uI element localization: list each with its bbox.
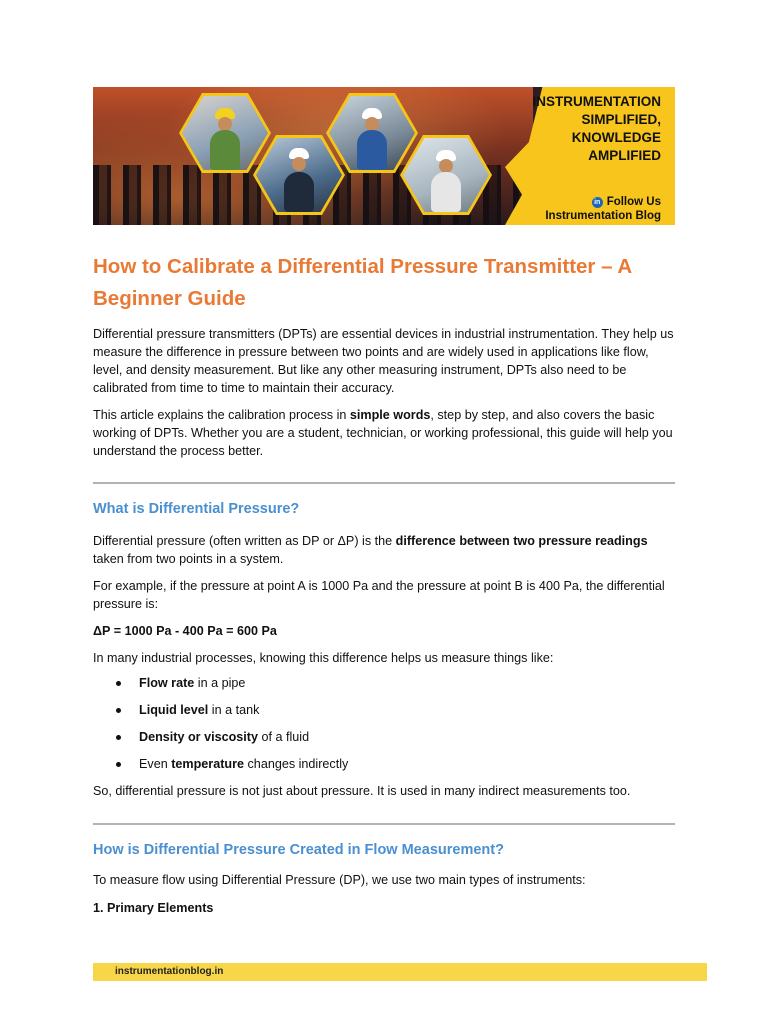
list-item: Flow rate in a pipe bbox=[93, 674, 675, 692]
article-page bbox=[93, 87, 675, 917]
section-divider bbox=[93, 482, 675, 484]
measurement-list bbox=[93, 674, 675, 773]
summary-paragraph: So, differential pressure is not just about pressure. It is used in many indirect measurements too. bbox=[93, 784, 631, 798]
section-paragraph: To measure flow using Differential Pressure (DP), we use two main types of instruments: bbox=[93, 873, 586, 887]
section-divider bbox=[93, 823, 675, 825]
tagline-line: AMPLIFIED bbox=[588, 148, 661, 163]
definition-paragraph: Differential pressure (often written as DP or ΔP) is the difference between two pressure readings taken from two points in a system. bbox=[93, 534, 648, 566]
list-item: Liquid level in a tank bbox=[93, 701, 675, 719]
follow-label: Follow Us bbox=[606, 196, 661, 208]
intro-paragraph: Differential pressure transmitters (DPTs) are essential devices in industrial instrumentation. They help us measure the difference in pressure between two points and are widely used in applications like flow, level, and density measurement. But like any other measuring instrument, DPTs also need to be calibrated from time to time to maintain their accuracy. bbox=[93, 327, 674, 395]
footer-bar bbox=[93, 963, 707, 981]
equation: ΔP = 1000 Pa - 400 Pa = 600 Pa bbox=[93, 624, 277, 638]
blog-name: Instrumentation Blog bbox=[545, 210, 661, 222]
section-heading: How is Differential Pressure Created in Flow Measurement? bbox=[93, 842, 504, 858]
footer-url[interactable]: instrumentationblog.in bbox=[115, 966, 224, 977]
section-heading: What is Differential Pressure? bbox=[93, 501, 300, 517]
linkedin-icon: in bbox=[592, 197, 603, 208]
tagline-line: KNOWLEDGE bbox=[571, 130, 661, 145]
tagline-line: SIMPLIFIED, bbox=[581, 112, 661, 127]
intro-paragraph-2: This article explains the calibration process in simple words, step by step, and also covers the basic working of DPTs. Whether you are a student, technician, or working professional, this guide will help you understand the process better. bbox=[93, 408, 673, 458]
tagline-line: INSTRUMENTATION bbox=[532, 94, 661, 109]
emphasis: simple words bbox=[349, 408, 431, 422]
follow-us-link[interactable] bbox=[545, 195, 661, 223]
header-banner bbox=[93, 87, 675, 225]
example-paragraph: For example, if the pressure at point A is 1000 Pa and the pressure at point B is 400 Pa, the differential pressure is: bbox=[93, 579, 665, 611]
article-title: How to Calibrate a Differential Pressure Transmitter – A Beginner Guide bbox=[93, 255, 632, 310]
emphasis: difference between two pressure readings bbox=[395, 534, 648, 548]
list-intro: In many industrial processes, knowing this difference helps us measure things like: bbox=[93, 651, 554, 665]
banner-tagline bbox=[511, 93, 661, 165]
list-item: Density or viscosity of a fluid bbox=[93, 728, 675, 746]
subheading: 1. Primary Elements bbox=[93, 901, 214, 915]
list-item: Even temperature changes indirectly bbox=[93, 755, 675, 773]
